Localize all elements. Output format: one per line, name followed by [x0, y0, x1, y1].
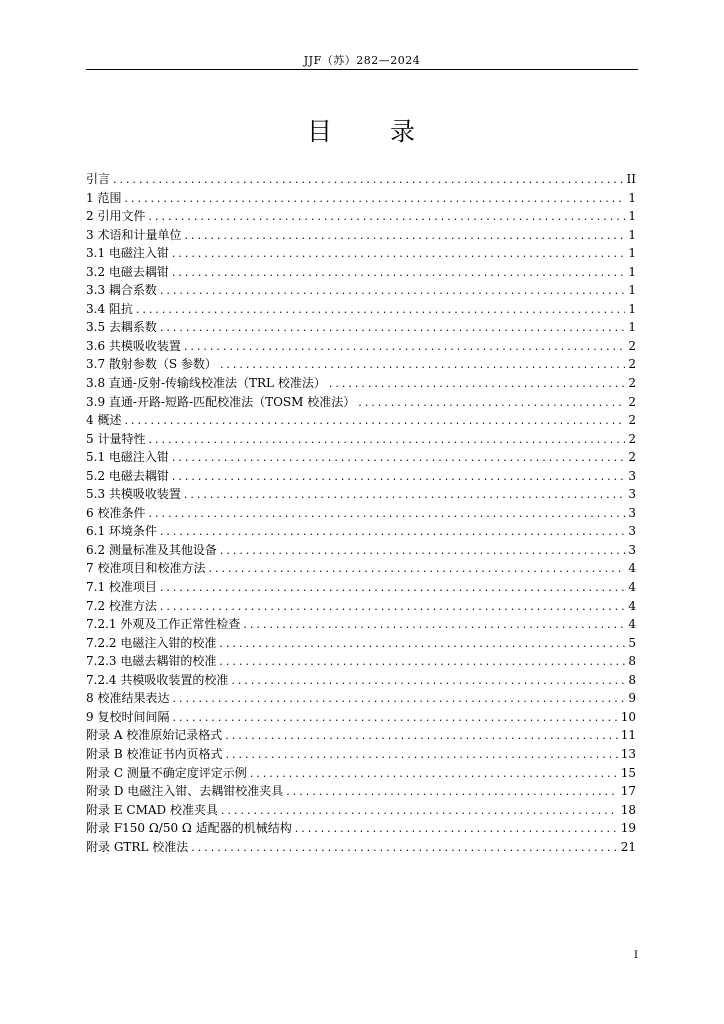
toc-dot-leader	[172, 709, 617, 728]
toc-dot-leader	[160, 598, 625, 617]
toc-dot-leader	[295, 820, 618, 839]
toc-dot-leader	[219, 653, 625, 672]
toc-entry[interactable]	[86, 782, 636, 801]
toc-entry-page: 21	[620, 839, 636, 854]
toc-dot-leader	[172, 245, 625, 264]
toc-entry[interactable]	[86, 522, 636, 541]
toc-entry-page: 3	[628, 542, 636, 557]
toc-dot-leader	[286, 783, 617, 802]
toc-entry[interactable]	[86, 355, 636, 374]
toc-entry[interactable]	[86, 318, 636, 337]
toc-entry[interactable]	[86, 300, 636, 319]
toc-entry-label: 3.6 共模吸收装置	[86, 338, 181, 353]
toc-entry-label: 9 复校时间间隔	[86, 709, 170, 724]
toc-entry[interactable]	[86, 764, 636, 783]
toc-entry[interactable]	[86, 374, 636, 393]
toc-dot-leader	[250, 765, 618, 784]
toc-entry-page: 17	[620, 784, 636, 799]
toc-entry-label: 5 计量特性	[86, 431, 146, 446]
toc-entry-page: 8	[628, 654, 636, 669]
toc-dot-leader	[220, 356, 625, 375]
toc-entry[interactable]	[86, 281, 636, 300]
toc-entry-label: 7.2.4 共模吸收装置的校准	[86, 672, 229, 687]
toc-dot-leader	[124, 412, 625, 431]
toc-dot-leader	[172, 264, 625, 283]
toc-entry-page: II	[626, 172, 636, 186]
toc-entry[interactable]	[86, 615, 636, 634]
toc-entry[interactable]	[86, 597, 636, 616]
toc-dot-leader	[172, 468, 625, 487]
toc-entry-page: 1	[628, 264, 636, 279]
toc-entry[interactable]	[86, 504, 636, 523]
toc-entry-page: 1	[628, 209, 636, 224]
toc-entry-page: 2	[628, 376, 636, 391]
toc-dot-leader	[148, 505, 625, 524]
toc-entry-page: 3	[628, 468, 636, 483]
page-number: I	[634, 950, 638, 961]
toc-dot-leader	[231, 672, 625, 691]
toc-dot-leader	[243, 616, 625, 635]
toc-entry-label: 6 校准条件	[86, 505, 146, 520]
toc-entry-page: 4	[628, 598, 636, 613]
page-title	[0, 112, 724, 148]
toc-entry-label: 引言	[86, 172, 111, 186]
table-of-contents	[86, 170, 636, 856]
toc-entry[interactable]	[86, 485, 636, 504]
toc-entry[interactable]	[86, 226, 636, 245]
toc-entry-page: 8	[628, 672, 636, 687]
toc-entry-label: 2 引用文件	[86, 209, 146, 224]
toc-dot-leader	[172, 690, 625, 709]
toc-entry-label: 附录 C 测量不确定度评定示例	[86, 765, 247, 780]
toc-entry-label: 3.7 散射参数（S 参数）	[86, 357, 217, 372]
toc-dot-leader	[221, 802, 618, 821]
toc-entry[interactable]	[86, 819, 636, 838]
toc-entry[interactable]	[86, 801, 636, 820]
toc-entry-label: 附录 F150 Ω/50 Ω 适配器的机械结构	[86, 821, 292, 836]
toc-entry-page: 3	[628, 524, 636, 539]
toc-entry-label: 7 校准项目和校准方法	[86, 561, 206, 576]
toc-dot-leader	[184, 227, 625, 246]
toc-dot-leader	[184, 338, 625, 357]
toc-entry-page: 11	[620, 728, 636, 743]
toc-entry-page: 2	[628, 413, 636, 428]
toc-entry-label: 附录 D 电磁注入钳、去耦钳校准夹具	[86, 784, 284, 799]
toc-entry-page: 10	[620, 709, 636, 724]
toc-entry-label: 4 概述	[86, 413, 122, 428]
toc-entry-page: 1	[628, 320, 636, 335]
toc-entry-label: 附录 GTRL 校准法	[86, 839, 189, 854]
title-char-left: 目	[306, 117, 334, 146]
toc-entry-page: 5	[628, 635, 636, 650]
toc-entry-label: 3.5 去耦系数	[86, 320, 157, 335]
title-char-right: 录	[390, 117, 418, 146]
toc-entry-page: 3	[628, 505, 636, 520]
toc-entry-page: 1	[628, 283, 636, 298]
toc-entry[interactable]	[86, 634, 636, 653]
toc-entry-label: 3.3 耦合系数	[86, 283, 157, 298]
toc-dot-leader	[124, 190, 625, 209]
toc-entry[interactable]	[86, 411, 636, 430]
toc-entry-label: 7.2.1 外观及工作正常性检查	[86, 617, 241, 632]
toc-dot-leader	[219, 635, 625, 654]
toc-dot-leader	[220, 542, 625, 561]
toc-entry[interactable]	[86, 559, 636, 578]
toc-entry[interactable]	[86, 337, 636, 356]
toc-entry-page: 9	[628, 691, 636, 706]
toc-entry-label: 3 术语和计量单位	[86, 227, 182, 242]
toc-entry-page: 1	[628, 190, 636, 205]
toc-entry-page: 2	[628, 357, 636, 372]
toc-entry[interactable]	[86, 467, 636, 486]
toc-entry-page: 1	[628, 301, 636, 316]
toc-entry-page: 2	[628, 338, 636, 353]
toc-entry-label: 6.1 环境条件	[86, 524, 157, 539]
toc-entry[interactable]	[86, 448, 636, 467]
toc-entry-label: 7.2.3 电磁去耦钳的校准	[86, 654, 217, 669]
toc-entry-page: 4	[628, 617, 636, 632]
toc-dot-leader	[208, 560, 625, 579]
toc-entry-page: 19	[620, 821, 636, 836]
toc-entry-label: 附录 B 校准证书内页格式	[86, 746, 223, 761]
toc-entry-page: 2	[628, 394, 636, 409]
toc-dot-leader	[136, 301, 625, 320]
toc-entry-label: 7.1 校准项目	[86, 580, 157, 595]
toc-entry-page: 2	[628, 450, 636, 465]
toc-entry[interactable]	[86, 393, 636, 412]
toc-entry[interactable]	[86, 689, 636, 708]
toc-entry[interactable]	[86, 430, 636, 449]
toc-entry-label: 7.2 校准方法	[86, 598, 157, 613]
toc-entry-label: 3.2 电磁去耦钳	[86, 264, 169, 279]
toc-entry-label: 5.2 电磁去耦钳	[86, 468, 169, 483]
toc-dot-leader	[160, 282, 625, 301]
toc-entry[interactable]	[86, 671, 636, 690]
toc-entry-label: 5.3 共模吸收装置	[86, 487, 181, 502]
toc-entry-label: 5.1 电磁注入钳	[86, 450, 169, 465]
toc-entry[interactable]	[86, 541, 636, 560]
toc-entry[interactable]	[86, 170, 636, 189]
toc-entry-page: 3	[628, 487, 636, 502]
toc-entry-page: 2	[628, 431, 636, 446]
toc-entry[interactable]	[86, 708, 636, 727]
toc-entry[interactable]	[86, 745, 636, 764]
toc-entry-label: 6.2 测量标准及其他设备	[86, 542, 217, 557]
document-code-header: JJF（苏）282—2024	[303, 54, 421, 67]
toc-dot-leader	[148, 431, 625, 450]
toc-entry-label: 3.1 电磁注入钳	[86, 246, 169, 261]
toc-entry-page: 18	[620, 802, 636, 817]
toc-entry-page: 15	[620, 765, 636, 780]
toc-entry[interactable]	[86, 726, 636, 745]
toc-dot-leader	[191, 839, 617, 858]
toc-entry-label: 8 校准结果表达	[86, 691, 170, 706]
toc-dot-leader	[160, 579, 625, 598]
toc-entry-page: 4	[628, 580, 636, 595]
toc-dot-leader	[329, 375, 625, 394]
toc-dot-leader	[184, 486, 625, 505]
toc-entry-label: 3.8 直通-反射-传输线校准法（TRL 校准法）	[86, 376, 326, 391]
toc-entry-label: 1 范围	[86, 190, 122, 205]
toc-entry[interactable]	[86, 838, 636, 857]
toc-entry-label: 附录 A 校准原始记录格式	[86, 728, 223, 743]
toc-dot-leader	[172, 449, 625, 468]
toc-entry[interactable]	[86, 652, 636, 671]
toc-dot-leader	[225, 727, 617, 746]
toc-entry-label: 3.9 直通-开路-短路-匹配校准法（TOSM 校准法）	[86, 394, 356, 409]
toc-entry[interactable]	[86, 244, 636, 263]
toc-entry-label: 3.4 阻抗	[86, 301, 133, 316]
toc-dot-leader	[225, 746, 617, 765]
toc-dot-leader	[148, 208, 625, 227]
toc-entry[interactable]	[86, 263, 636, 282]
toc-entry[interactable]	[86, 578, 636, 597]
toc-dot-leader	[113, 171, 624, 190]
toc-entry-page: 1	[628, 227, 636, 242]
toc-entry[interactable]	[86, 189, 636, 208]
header-divider	[86, 69, 638, 70]
toc-dot-leader	[358, 394, 625, 413]
toc-entry-page: 13	[620, 746, 636, 761]
toc-entry-label: 7.2.2 电磁注入钳的校准	[86, 635, 217, 650]
toc-entry-label: 附录 E CMAD 校准夹具	[86, 802, 218, 817]
toc-dot-leader	[160, 319, 625, 338]
toc-entry-page: 1	[628, 246, 636, 261]
toc-entry-page: 4	[628, 561, 636, 576]
toc-entry[interactable]	[86, 207, 636, 226]
toc-dot-leader	[160, 523, 625, 542]
